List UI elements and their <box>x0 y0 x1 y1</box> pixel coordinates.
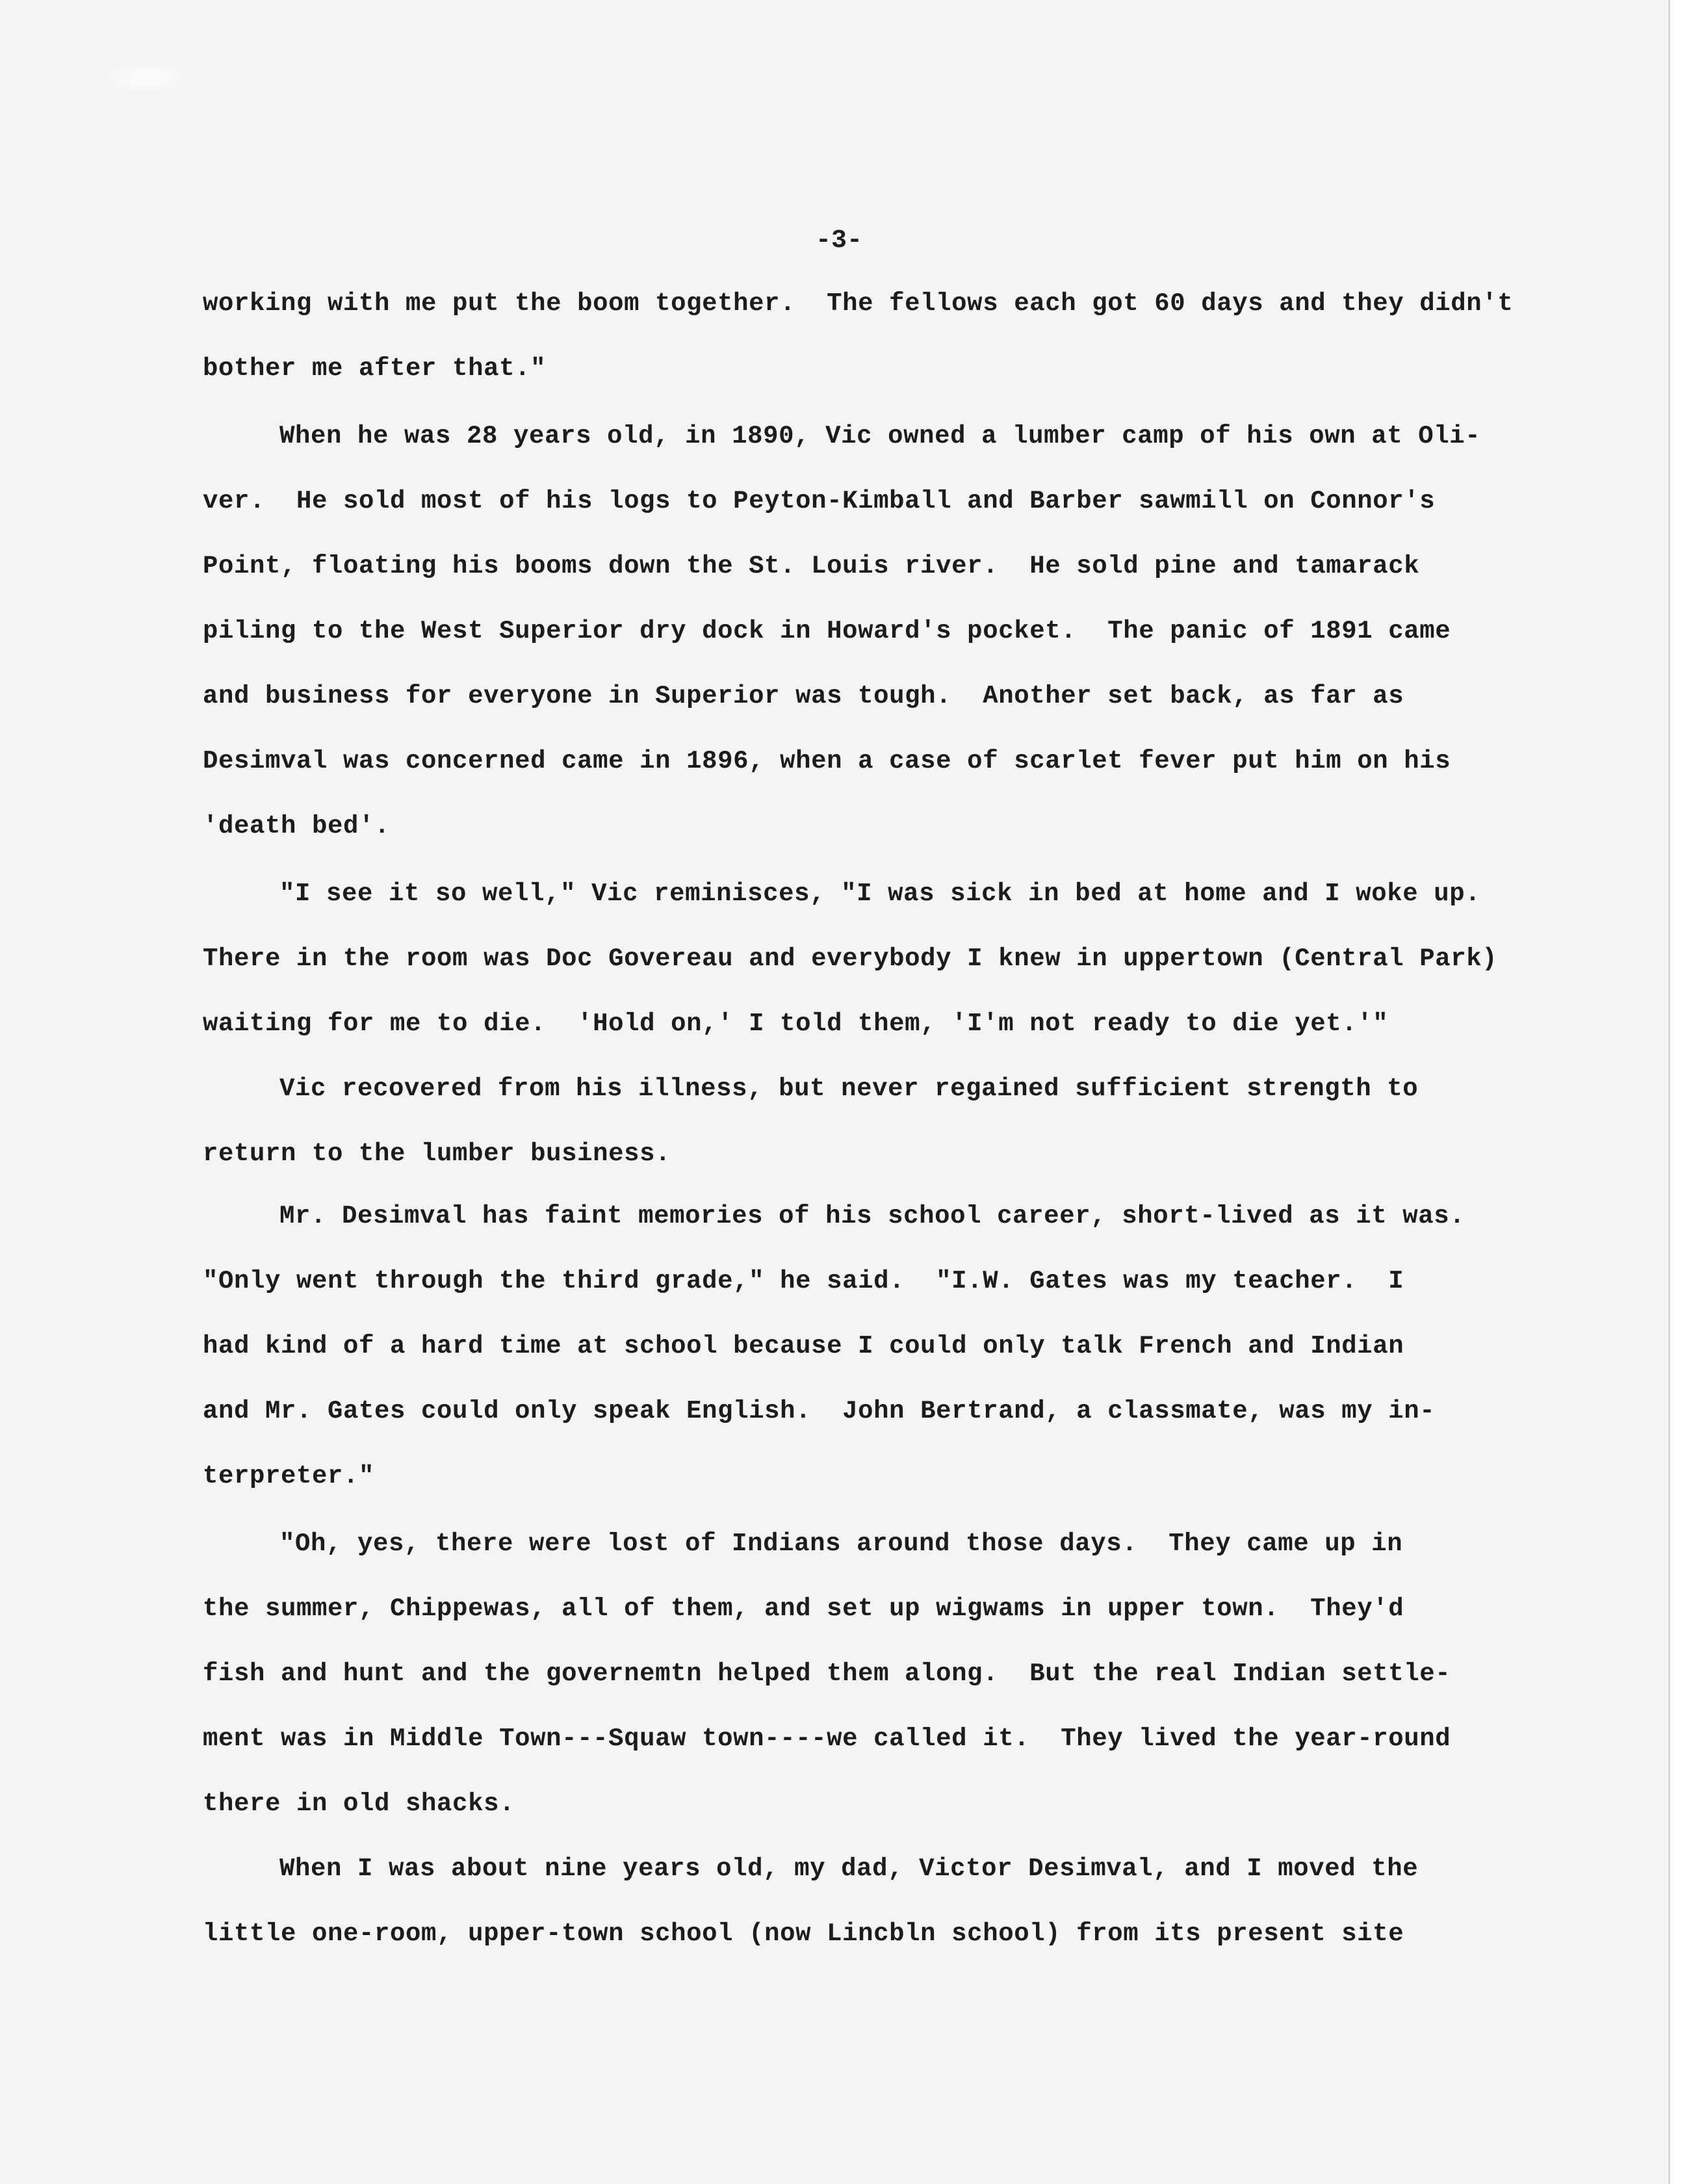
text-line: and Mr. Gates could only speak English. John Bertrand, a classmate, was my in- <box>203 1397 1436 1425</box>
text-line: bother me after that." <box>203 354 547 383</box>
text-line: "Only went through the third grade," he said. "I.W. Gates was my teacher. I <box>203 1267 1404 1295</box>
text-line: there in old shacks. <box>203 1789 515 1818</box>
text-line: little one-room, upper-town school (now Lincbln school) from its present site <box>203 1919 1404 1948</box>
text-line: Mr. Desimval has faint memories of his school career, short-lived as it was. <box>279 1202 1465 1230</box>
text-line: had kind of a hard time at school because I could only talk French and Indian <box>203 1332 1404 1360</box>
text-line: When he was 28 years old, in 1890, Vic owned a lumber camp of his own at Oli- <box>279 422 1481 450</box>
text-line: terpreter." <box>203 1462 375 1490</box>
text-line: 'death bed'. <box>203 812 391 840</box>
text-line: "Oh, yes, there were lost of Indians around those days. They came up in <box>279 1529 1403 1558</box>
text-line: piling to the West Superior dry dock in Howard's pocket. The panic of 1891 came <box>203 617 1451 645</box>
text-line: waiting for me to die. 'Hold on,' I told them, 'I'm not ready to die yet.'" <box>203 1009 1389 1038</box>
text-line: fish and hunt and the governemtn helped them along. But the real Indian settle- <box>203 1659 1451 1688</box>
text-line: return to the lumber business. <box>203 1139 671 1168</box>
text-line: ment was in Middle Town---Squaw town----we called it. They lived the year-round <box>203 1724 1451 1753</box>
paper-smudge <box>97 62 195 94</box>
scan-margin <box>1670 0 1691 2184</box>
text-line: When I was about nine years old, my dad, Victor Desimval, and I moved the <box>279 1854 1419 1883</box>
page-number: -3- <box>816 226 863 255</box>
text-line: There in the room was Doc Govereau and everybody I knew in uppertown (Central Park) <box>203 944 1498 973</box>
text-line: the summer, Chippewas, all of them, and set up wigwams in upper town. They'd <box>203 1594 1404 1623</box>
text-line: ver. He sold most of his logs to Peyton-Kimball and Barber sawmill on Connor's <box>203 487 1436 515</box>
text-line: Point, floating his booms down the St. Louis river. He sold pine and tamarack <box>203 552 1420 580</box>
text-line: and business for everyone in Superior was tough. Another set back, as far as <box>203 682 1404 710</box>
text-line: "I see it so well," Vic reminisces, "I was sick in bed at home and I woke up. <box>279 879 1481 908</box>
text-line: working with me put the boom together. The fellows each got 60 days and they didn't <box>203 289 1514 318</box>
text-line: Vic recovered from his illness, but never regained sufficient strength to <box>279 1074 1419 1103</box>
text-line: Desimval was concerned came in 1896, when a case of scarlet fever put him on his <box>203 747 1451 775</box>
